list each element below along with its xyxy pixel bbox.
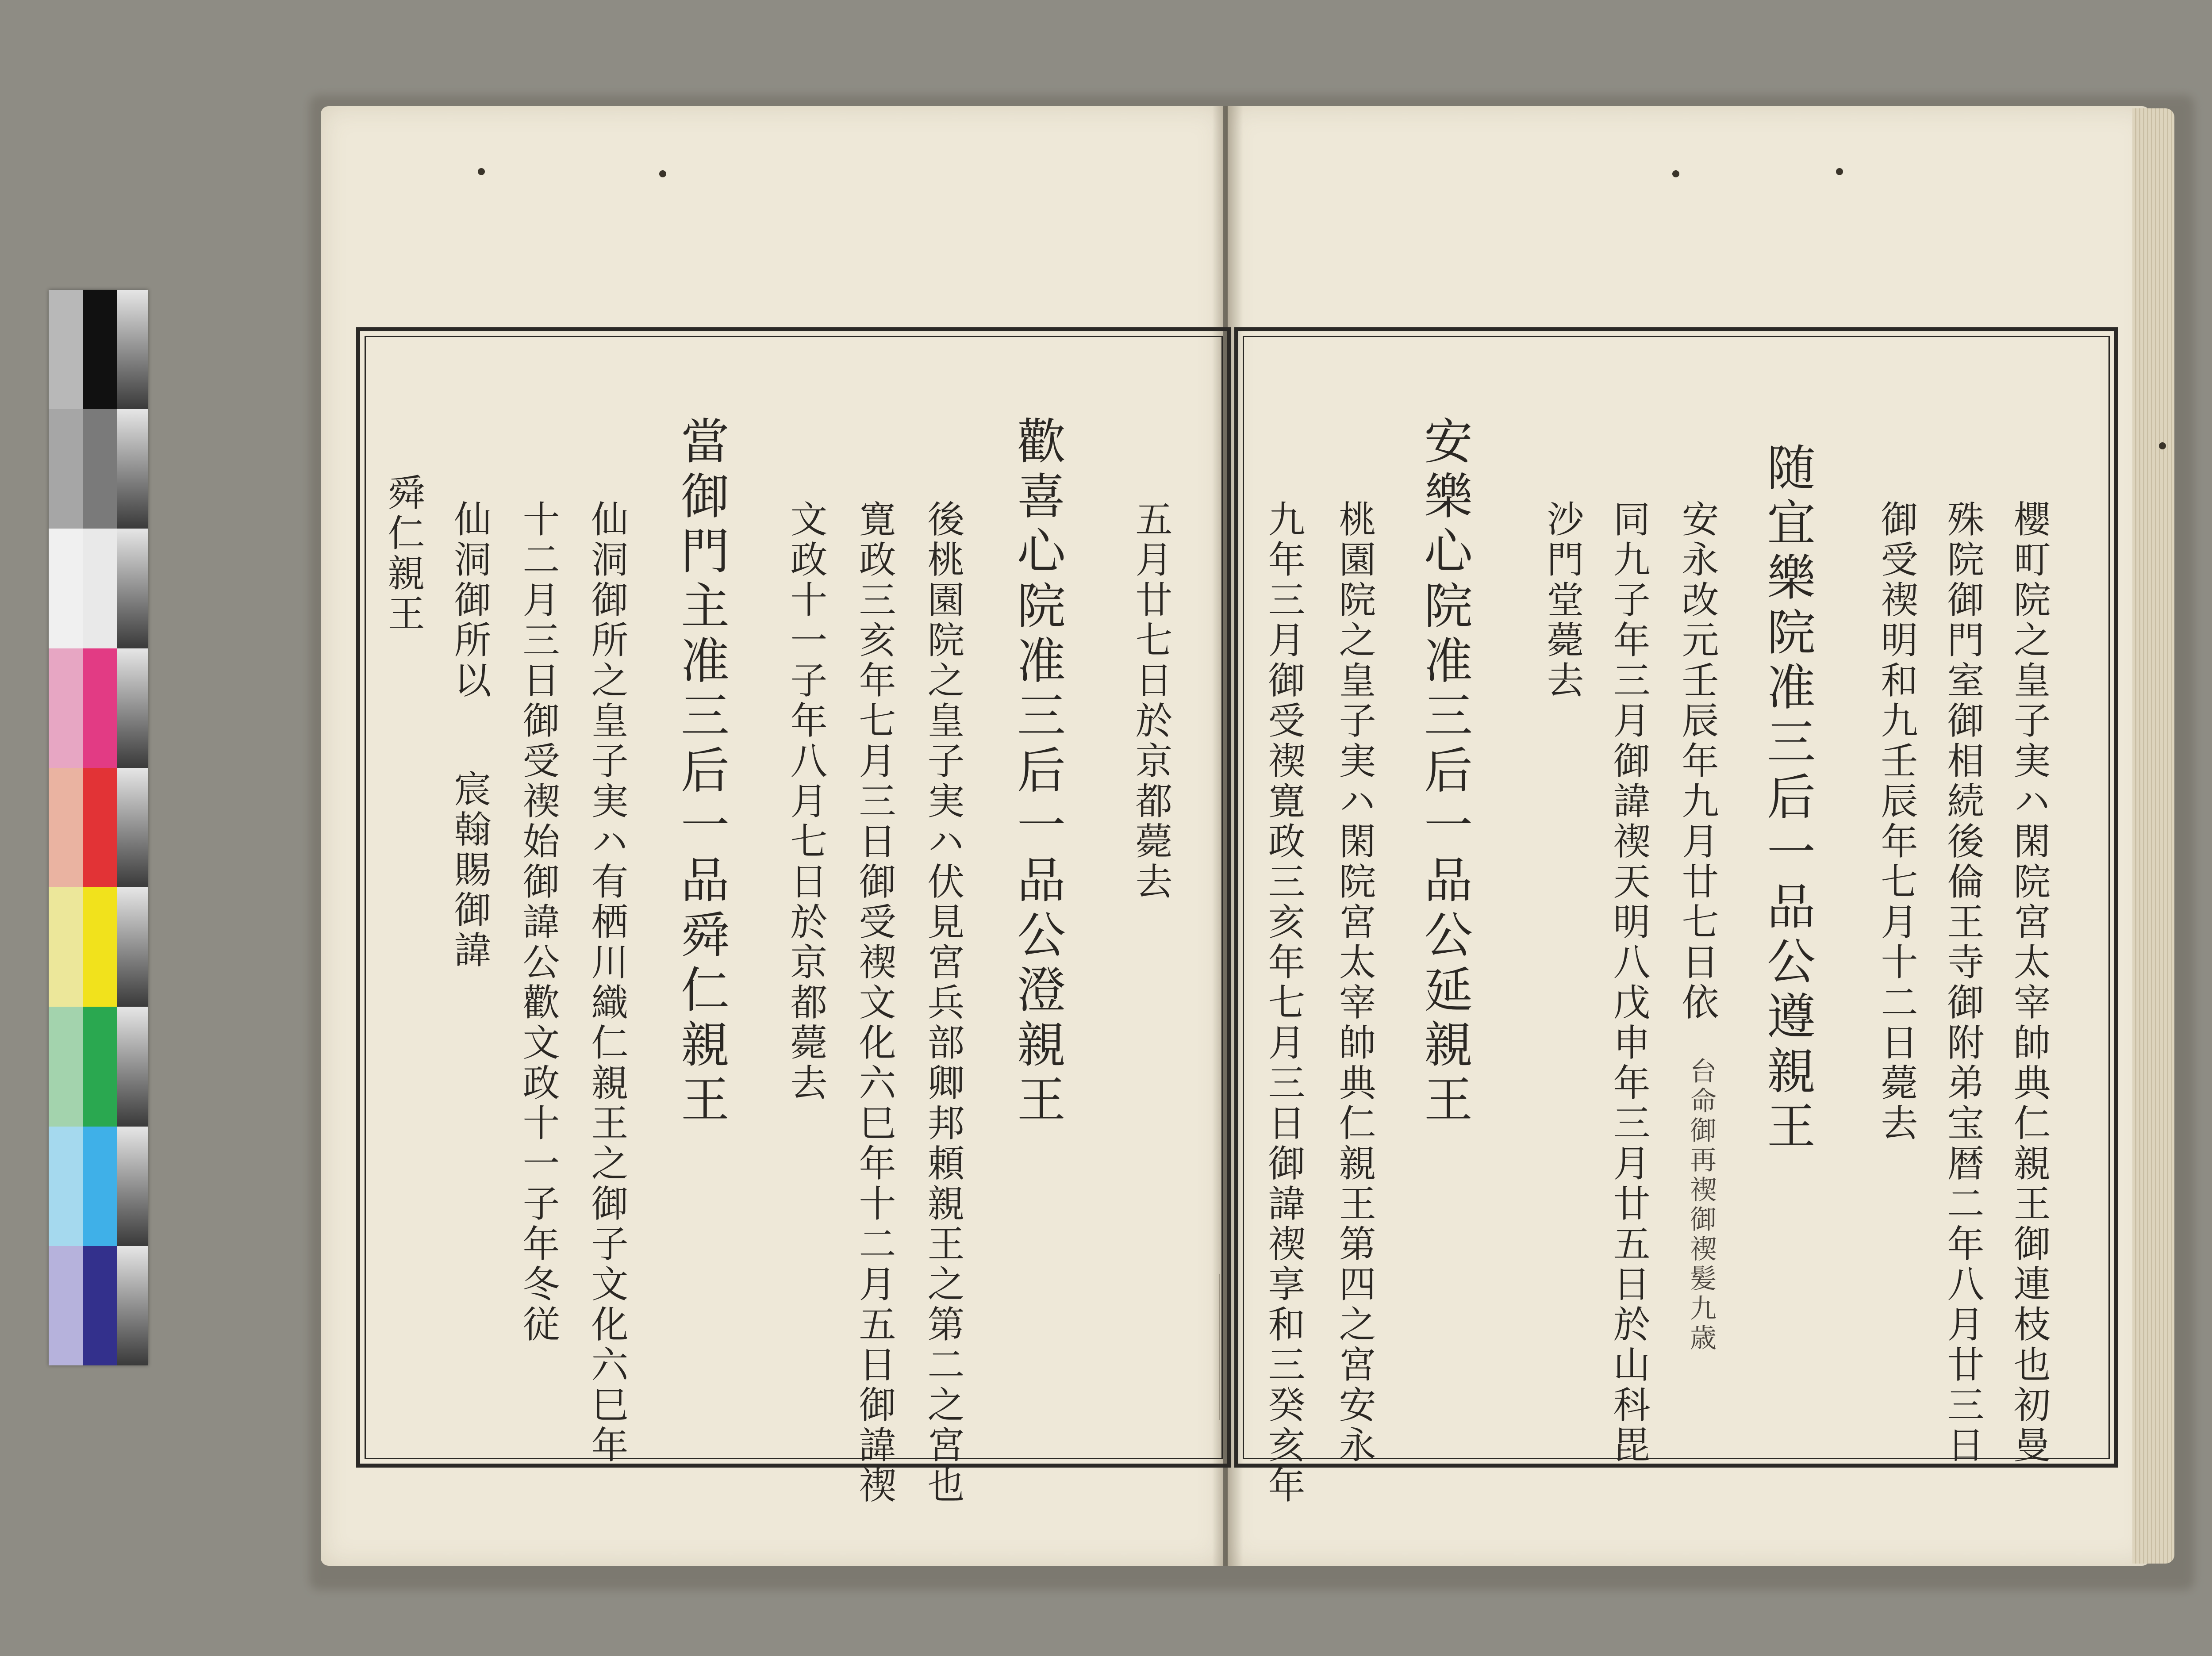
text-column: 櫻町院之皇子実ハ閑院宮太宰帥典仁親王御連枝也初曼 (2008, 500, 2051, 1466)
text-column: 同九子年三月御諱禊天明八戊申年三月廿五日於山科毘 (1607, 500, 1651, 1466)
text-column: 文政十一子年八月七日於京都薨去 (784, 500, 828, 1104)
gray-scale (117, 1246, 148, 1365)
gray-scale (117, 409, 148, 529)
color-swatch (49, 768, 83, 887)
text-column: 十二月三日御受禊始御諱公歡文政十一子年冬従 (517, 500, 560, 1345)
color-patch (49, 1007, 148, 1126)
section-heading: 安樂心院准三后一品公延親王 (1416, 416, 1473, 1129)
color-swatch (83, 290, 117, 409)
color-swatch (49, 1007, 83, 1126)
color-swatch (49, 1127, 83, 1246)
annotation-note: 台命御再禊御禊髪九歳 (1686, 1057, 1717, 1353)
section-heading: 當御門主准三后一品舜仁親王 (673, 416, 730, 1129)
color-checker-strip (49, 290, 148, 1365)
color-patch (49, 1127, 148, 1246)
text-column: 仙洞御所以 (448, 500, 492, 701)
text-column: 御受禊明和九壬辰年七月十二日薨去 (1875, 500, 1918, 1144)
fore-edge (2132, 108, 2174, 1564)
color-patch (49, 887, 148, 1007)
color-swatch (83, 1007, 117, 1126)
color-swatch (49, 1246, 83, 1365)
color-patch (49, 768, 148, 887)
text-column: 桃園院之皇子実ハ閑院宮太宰帥典仁親王第四之宮安永 (1333, 500, 1376, 1466)
text-column: 寛政三亥年七月三日御受禊文化六巳年十二月五日御諱禊 (853, 500, 896, 1506)
section-heading: 歡喜心院准三后一品公澄親王 (1009, 416, 1066, 1129)
color-patch (49, 529, 148, 648)
binding-hole (659, 170, 666, 177)
text-column: 宸翰賜御諱 (448, 770, 492, 971)
color-swatch (83, 409, 117, 529)
color-swatch (49, 887, 83, 1007)
color-swatch (49, 409, 83, 529)
color-swatch (83, 648, 117, 768)
gray-scale (117, 290, 148, 409)
color-patch (49, 290, 148, 409)
gray-scale (117, 768, 148, 887)
color-swatch (83, 1127, 117, 1246)
text-column: 安永改元壬辰年九月廿七日依 (1676, 500, 1719, 1023)
color-swatch (83, 1246, 117, 1365)
text-column: 仙洞御所之皇子実ハ有栖川織仁親王之御子文化六巳年 (585, 500, 629, 1466)
color-patch (49, 1246, 148, 1365)
color-patch (49, 648, 148, 768)
binding-hole (1836, 168, 1843, 175)
binding-hole (1672, 170, 1679, 177)
color-patch (49, 409, 148, 529)
gray-scale (117, 887, 148, 1007)
text-column: 舜仁親王 (382, 473, 425, 634)
gray-scale (117, 529, 148, 648)
text-column: 殊院御門室御相続後倫王寺御附弟宝暦二年八月廿三日 (1941, 500, 1985, 1466)
gray-scale (117, 1127, 148, 1246)
color-swatch (83, 887, 117, 1007)
color-swatch (49, 290, 83, 409)
text-column: 沙門堂薨去 (1541, 500, 1584, 701)
text-column: 九年三月御受禊寛政三亥年七月三日御諱禊享和三癸亥年 (1262, 500, 1306, 1506)
gray-scale (117, 648, 148, 768)
color-swatch (49, 529, 83, 648)
gray-scale (117, 1007, 148, 1126)
text-column: 五月廿七日於京都薨去 (1129, 500, 1173, 902)
binding-hole (478, 168, 485, 175)
color-swatch (49, 648, 83, 768)
text-column: 後桃園院之皇子実ハ伏見宮兵部卿邦頼親王之第二之宮也 (922, 500, 965, 1506)
section-heading: 随宜樂院准三后一品公遵親王 (1759, 442, 1816, 1155)
color-swatch (83, 529, 117, 648)
color-swatch (83, 768, 117, 887)
binding-hole (2159, 442, 2166, 449)
